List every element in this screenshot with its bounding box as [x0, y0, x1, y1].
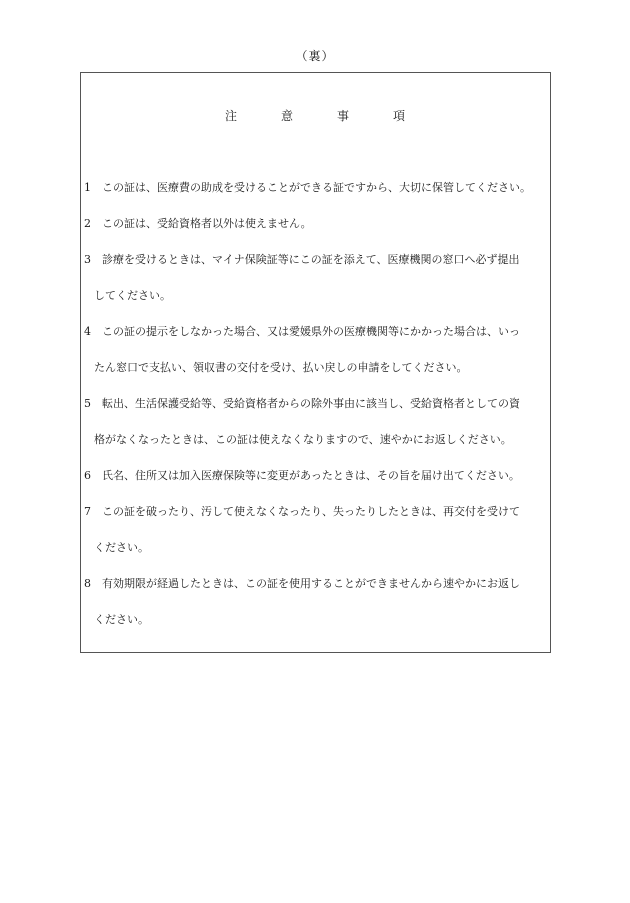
notice-line: 有効期限が経過したときは、この証を使用することができませんから速やかにお返し — [102, 577, 520, 590]
notice-item — [84, 206, 550, 242]
title-char: 項 — [393, 109, 406, 123]
notice-text — [102, 170, 550, 206]
notice-item — [84, 242, 550, 314]
notice-line: 氏名、住所又は加入医療保険等に変更があったときは、その旨を届け出てください。 — [102, 469, 520, 482]
notice-text — [102, 206, 550, 242]
notice-number: 4 — [84, 325, 91, 338]
notice-number: 7 — [84, 505, 91, 518]
notice-number: 5 — [84, 397, 91, 410]
notice-item — [84, 566, 550, 638]
notice-line: 格がなくなったときは、この証は使えなくなりますので、速やかにお返しください。 — [94, 433, 512, 446]
notice-item — [84, 386, 550, 458]
notice-number: 6 — [84, 469, 91, 482]
notice-line: この証を破ったり、汚して使えなくなったり、失ったりしたときは、再交付を受けて — [102, 505, 520, 518]
notice-line: してください。 — [94, 289, 171, 302]
notice-list — [84, 170, 550, 638]
notice-number: 2 — [84, 217, 91, 230]
notice-text — [94, 314, 550, 386]
notice-text — [94, 386, 550, 458]
notice-line: この証は、医療費の助成を受けることができる証ですから、大切に保管してください。 — [102, 181, 531, 194]
notice-number: 1 — [84, 181, 91, 194]
title-char: 意 — [280, 109, 293, 123]
notice-line: たん窓口で支払い、領収書の交付を受け、払い戻しの申請をしてください。 — [94, 361, 468, 374]
notice-line: ください。 — [94, 541, 149, 554]
notice-item — [84, 494, 550, 566]
notice-line: この証の提示をしなかった場合、又は愛媛県外の医療機関等にかかった場合は、いっ — [102, 325, 520, 338]
notice-text — [94, 242, 550, 314]
back-side-label: （裏） — [295, 49, 335, 63]
notice-item — [84, 314, 550, 386]
notice-line: 転出、生活保護受給等、受給資格者からの除外事由に該当し、受給資格者としての資 — [102, 397, 520, 410]
notice-line: この証は、受給資格者以外は使えません。 — [102, 217, 312, 230]
notice-line: ください。 — [94, 613, 149, 626]
title-char: 注 — [224, 109, 237, 123]
notice-text — [94, 494, 550, 566]
notice-text — [102, 458, 550, 494]
notice-item — [84, 458, 550, 494]
notice-text — [94, 566, 550, 638]
notice-line: 診療を受けるときは、マイナ保険証等にこの証を添えて、医療機関の窓口へ必ず提出 — [102, 253, 520, 266]
title-char: 事 — [337, 109, 350, 123]
notice-number: 8 — [84, 577, 91, 590]
notice-title — [0, 108, 630, 124]
notice-number: 3 — [84, 253, 91, 266]
notice-item — [84, 170, 550, 206]
